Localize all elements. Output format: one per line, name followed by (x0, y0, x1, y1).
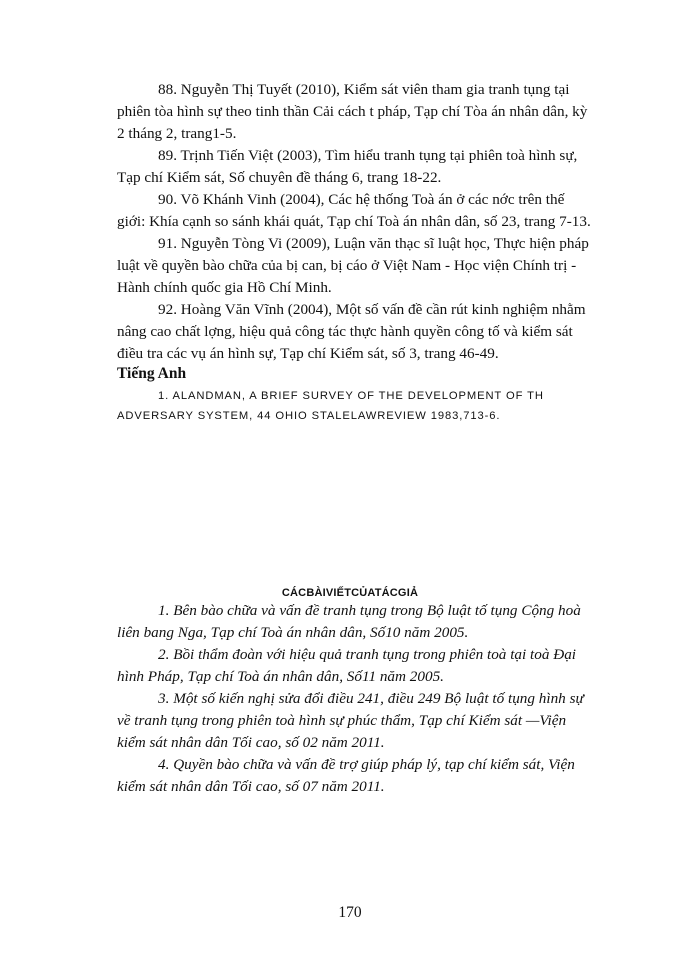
publication-item (117, 688, 637, 754)
reference-line: luật về quyền bào chữa của bị can, bị cáo ở Việt Nam - Học viện Chính trị - (117, 257, 577, 274)
reference-line: Tạp chí Kiểm sát, Số chuyên đề tháng 6, trang 18-22. (117, 169, 442, 186)
reference-item-92 (117, 299, 637, 365)
publication-line: liên bang Nga, Tạp chí Toà án nhân dân, Số10 năm 2005. (117, 624, 469, 641)
author-publications-list (117, 600, 637, 798)
reference-line: 90. Võ Khánh Vinh (2004), Các hệ thống Toà án ở các nớc trên thế (158, 191, 565, 208)
reference-line: phiên tòa hình sự theo tinh thần Cải cách t pháp, Tạp chí Tòa án nhân dân, kỳ (117, 103, 588, 120)
reference-list-vietnamese (117, 79, 637, 365)
author-publications-heading: CÁCBÀIVIẾTCỦATÁCGIẢ (281, 587, 419, 599)
reference-line: 89. Trịnh Tiến Việt (2003), Tìm hiểu tranh tụng tại phiên toà hình sự, (158, 147, 578, 164)
reference-line: ADVERSARY SYSTEM, 44 OHIO STALELAWREVIEW 1983,713-6. (117, 410, 501, 422)
publication-line: kiểm sát nhân dân Tối cao, số 07 năm 2011. (117, 778, 385, 795)
reference-line: 91. Nguyễn Tòng Vi (2009), Luận văn thạc sĩ luật học, Thực hiện pháp (158, 235, 589, 252)
reference-line: 2 tháng 2, trang1-5. (117, 125, 237, 142)
reference-item-88 (117, 79, 637, 145)
publication-item (117, 600, 637, 644)
reference-line: 88. Nguyễn Thị Tuyết (2010), Kiểm sát viên tham gia tranh tụng tại (158, 81, 570, 98)
publication-line: 3. Một số kiến nghị sửa đổi điều 241, điều 249 Bộ luật tố tụng hình sự (158, 690, 584, 707)
reference-line: giới: Khía cạnh so sánh khái quát, Tạp chí Toà án nhân dân, số 23, trang 7-13. (117, 213, 591, 230)
reference-line: 1. ALANDMAN, A BRIEF SURVEY OF THE DEVELOPMENT OF TH (158, 390, 544, 402)
reference-line: nâng cao chất lợng, hiệu quả công tác thực hành quyền công tố và kiểm sát (117, 323, 573, 340)
reference-line: 92. Hoàng Văn Vĩnh (2004), Một số vấn đề cần rút kinh nghiệm nhằm (158, 301, 586, 318)
reference-item-91 (117, 233, 637, 299)
publication-line: hình Pháp, Tạp chí Toà án nhân dân, Số11 năm 2005. (117, 668, 444, 685)
reference-item-90 (117, 189, 637, 233)
publication-line: 4. Quyền bào chữa và vấn đề trợ giúp pháp lý, tạp chí kiểm sát, Viện (158, 756, 575, 773)
reference-item-89 (117, 145, 637, 189)
publication-line: kiểm sát nhân dân Tối cao, số 02 năm 2011. (117, 734, 385, 751)
publication-line: 2. Bồi thẩm đoàn với hiệu quả tranh tụng trong phiên toà tại toà Đại (158, 646, 577, 663)
publication-line: về tranh tụng trong phiên toà hình sự phúc thẩm, Tạp chí Kiểm sát —Viện (117, 712, 567, 729)
english-section-heading: Tiếng Anh (117, 365, 187, 382)
publication-item (117, 754, 637, 798)
publication-item (117, 644, 637, 688)
reference-line: điều tra các vụ án hình sự, Tạp chí Kiểm sát, số 3, trang 46-49. (117, 345, 499, 362)
page-number: 170 (338, 904, 362, 921)
reference-list-english (117, 386, 637, 426)
reference-line: Hành chính quốc gia Hồ Chí Minh. (117, 279, 332, 296)
publication-line: 1. Bên bào chữa và vấn đề tranh tụng trong Bộ luật tố tụng Cộng hoà (158, 602, 581, 619)
